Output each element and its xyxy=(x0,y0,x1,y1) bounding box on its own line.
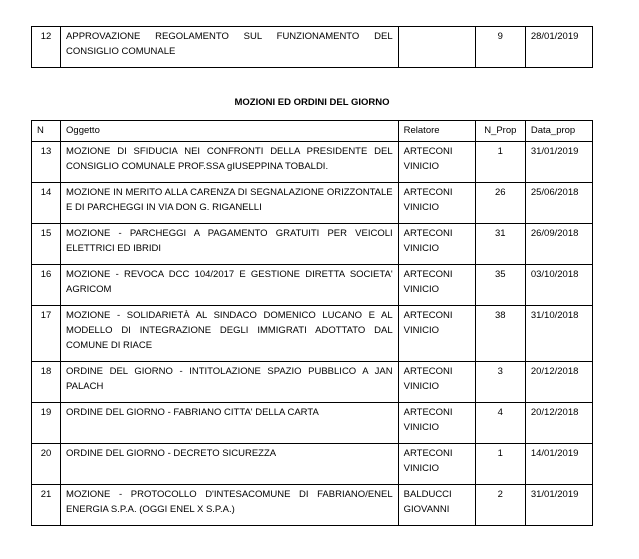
row-proposal-date: 31/01/2019 xyxy=(525,142,592,183)
table-row xyxy=(32,306,593,362)
row-proposal-number: 9 xyxy=(475,27,525,68)
table-row xyxy=(32,27,593,68)
row-number: 16 xyxy=(32,265,61,306)
row-number: 13 xyxy=(32,142,61,183)
header-data-prop: Data_prop xyxy=(525,121,592,142)
header-n-prop: N_Prop xyxy=(475,121,525,142)
row-proposal-number: 35 xyxy=(475,265,525,306)
row-speaker: BALDUCCI GIOVANNI xyxy=(398,485,475,526)
row-subject: ORDINE DEL GIORNO - FABRIANO CITTA' DELLA CARTA xyxy=(61,403,399,444)
row-subject: MOZIONE DI SFIDUCIA NEI CONFRONTI DELLA PRESIDENTE DEL CONSIGLIO COMUNALE PROF.SSA gIUSEPPINA TOBALDI. xyxy=(61,142,399,183)
row-subject: MOZIONE - SOLIDARIETÀ AL SINDACO DOMENICO LUCANO E AL MODELLO DI INTEGRAZIONE DEGLI IMMIGRATI ADOTTATO DAL COMUNE DI RIACE xyxy=(61,306,399,362)
motions-table xyxy=(31,120,593,526)
row-speaker: ARTECONI VINICIO xyxy=(398,403,475,444)
row-subject: MOZIONE - PROTOCOLLO D'INTESACOMUNE DI FABRIANO/ENEL ENERGIA S.P.A. (OGGI ENEL X S.P.A.) xyxy=(61,485,399,526)
row-proposal-number: 26 xyxy=(475,183,525,224)
row-number: 12 xyxy=(32,27,61,68)
row-proposal-number: 4 xyxy=(475,403,525,444)
header-oggetto: Oggetto xyxy=(61,121,399,142)
table-row xyxy=(32,444,593,485)
row-number: 14 xyxy=(32,183,61,224)
table-header-row xyxy=(32,121,593,142)
row-proposal-number: 31 xyxy=(475,224,525,265)
row-number: 15 xyxy=(32,224,61,265)
row-speaker: ARTECONI VINICIO xyxy=(398,306,475,362)
table-row xyxy=(32,183,593,224)
row-speaker: ARTECONI VINICIO xyxy=(398,362,475,403)
row-subject: ORDINE DEL GIORNO - INTITOLAZIONE SPAZIO PUBBLICO A JAN PALACH xyxy=(61,362,399,403)
row-proposal-number: 3 xyxy=(475,362,525,403)
row-proposal-date: 20/12/2018 xyxy=(525,362,592,403)
row-proposal-date: 03/10/2018 xyxy=(525,265,592,306)
table-row xyxy=(32,224,593,265)
row-speaker: ARTECONI VINICIO xyxy=(398,183,475,224)
table-row xyxy=(32,403,593,444)
row-proposal-date: 20/12/2018 xyxy=(525,403,592,444)
section-title: MOZIONI ED ORDINI DEL GIORNO xyxy=(234,97,390,108)
previous-section-table xyxy=(31,26,593,68)
row-number: 17 xyxy=(32,306,61,362)
header-n: N xyxy=(32,121,61,142)
row-speaker: ARTECONI VINICIO xyxy=(398,224,475,265)
row-speaker: ARTECONI VINICIO xyxy=(398,265,475,306)
row-proposal-date: 25/06/2018 xyxy=(525,183,592,224)
row-subject: MOZIONE - PARCHEGGI A PAGAMENTO GRATUITI PER VEICOLI ELETTRICI ED IBRIDI xyxy=(61,224,399,265)
row-subject: MOZIONE - REVOCA DCC 104/2017 E GESTIONE DIRETTA SOCIETA' AGRICOM xyxy=(61,265,399,306)
table-row xyxy=(32,142,593,183)
row-proposal-date: 31/10/2018 xyxy=(525,306,592,362)
row-number: 21 xyxy=(32,485,61,526)
row-subject: APPROVAZIONE REGOLAMENTO SUL FUNZIONAMENTO DEL CONSIGLIO COMUNALE xyxy=(61,27,399,68)
row-proposal-number: 1 xyxy=(475,142,525,183)
row-proposal-number: 38 xyxy=(475,306,525,362)
table-row xyxy=(32,485,593,526)
row-speaker: ARTECONI VINICIO xyxy=(398,142,475,183)
row-number: 19 xyxy=(32,403,61,444)
row-proposal-date: 14/01/2019 xyxy=(525,444,592,485)
row-proposal-number: 1 xyxy=(475,444,525,485)
row-proposal-date: 31/01/2019 xyxy=(525,485,592,526)
header-relatore: Relatore xyxy=(398,121,475,142)
row-number: 18 xyxy=(32,362,61,403)
row-number: 20 xyxy=(32,444,61,485)
row-proposal-date: 26/09/2018 xyxy=(525,224,592,265)
row-subject: ORDINE DEL GIORNO - DECRETO SICUREZZA xyxy=(61,444,399,485)
table-row xyxy=(32,362,593,403)
row-proposal-number: 2 xyxy=(475,485,525,526)
row-speaker: ARTECONI VINICIO xyxy=(398,444,475,485)
row-speaker xyxy=(398,27,475,68)
row-subject: MOZIONE IN MERITO ALLA CARENZA DI SEGNALAZIONE ORIZZONTALE E DI PARCHEGGI IN VIA DON G. RIGANELLI xyxy=(61,183,399,224)
row-proposal-date: 28/01/2019 xyxy=(525,27,592,68)
table-row xyxy=(32,265,593,306)
